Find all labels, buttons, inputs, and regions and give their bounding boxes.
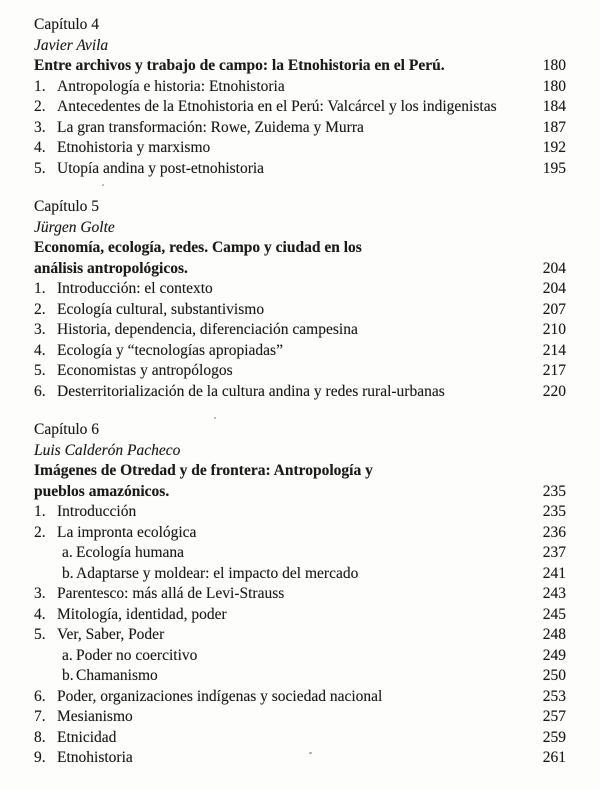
page-number: 220 [542, 382, 566, 400]
page-number: 257 [542, 708, 566, 725]
chapter-author: Jürgen Golte [34, 218, 115, 236]
page-number: 192 [542, 139, 566, 156]
entry-marker: a. [62, 544, 73, 561]
chapter-title-text: Economía, ecología, redes. Campo y ciudad en los [34, 239, 362, 256]
chapter-label: Capítulo 5 [34, 198, 100, 215]
page-number: 204 [542, 280, 566, 297]
page-number: 180 [542, 77, 566, 95]
entry-text: Historia, dependencia, diferenciación campesina [57, 321, 358, 338]
entry-marker: 6. [34, 687, 46, 705]
entry-text: Mitología, identidad, poder [57, 605, 227, 623]
entry-marker: 2. [34, 300, 46, 318]
chapter-label: Capítulo 6 [34, 421, 100, 438]
toc-entry [34, 502, 566, 523]
entry-text: Poder no coercitivo [76, 646, 198, 664]
chapter-title-text: pueblos amazónicos. [34, 482, 170, 500]
entry-text: Ver, Saber, Poder [57, 626, 165, 643]
entry-marker: 4. [34, 341, 46, 359]
page-number: 249 [542, 646, 566, 664]
entry-marker: 1. [34, 280, 46, 297]
entry-text: Etnicidad [57, 728, 117, 746]
page-number: 241 [542, 564, 566, 582]
scan-speck [102, 184, 104, 186]
scan-speck [214, 417, 216, 419]
entry-text: Desterritorialización de la cultura andina y redes rural-urbanas [57, 382, 445, 400]
entry-text: Parentesco: más allá de Levi-Strauss [57, 585, 285, 602]
page-number: 214 [542, 341, 566, 359]
entry-marker: a. [62, 646, 73, 664]
chapter-title-line [34, 56, 566, 77]
entry-marker: b. [62, 564, 74, 582]
page-number: 261 [542, 749, 566, 766]
toc-entry [34, 300, 566, 321]
toc-entry [34, 543, 566, 564]
page-number: 235 [542, 503, 566, 520]
scan-speck [309, 752, 312, 754]
toc-entry [34, 707, 566, 728]
entry-text: Utopía andina y post-etnohistoria [57, 159, 265, 177]
toc-entry [34, 97, 566, 118]
entry-text: Adaptarse y moldear: el impacto del mercado [76, 564, 359, 582]
entry-marker: b. [62, 667, 74, 684]
toc-entry [34, 523, 566, 544]
entry-marker: 1. [34, 77, 46, 95]
chapter-block [34, 197, 566, 402]
chapter-title-text: análisis antropológicos. [34, 259, 188, 277]
chapter-author: Javier Avila [34, 36, 109, 54]
page-number: 210 [542, 321, 566, 338]
chapter-block [34, 15, 566, 179]
toc-entry [34, 584, 566, 605]
entry-text: Etnohistoria y marxismo [57, 139, 211, 156]
entry-text: La gran transformación: Rowe, Zuidema y Murra [57, 118, 364, 136]
entry-text: Chamanismo [76, 667, 158, 684]
entry-text: Etnohistoria [57, 749, 133, 766]
toc-entry [34, 341, 566, 362]
entry-marker: 3. [34, 118, 46, 136]
toc-entry [34, 382, 566, 403]
entry-marker: 5. [34, 362, 46, 379]
toc-entry [34, 118, 566, 139]
toc-entry [34, 666, 566, 687]
page-number: 217 [542, 362, 566, 379]
toc-entry [34, 605, 566, 626]
chapter-title-text: Entre archivos y trabajo de campo: la Etnohistoria en el Perú. [34, 57, 445, 74]
entry-text: Antecedentes de la Etnohistoria en el Perú: Valcárcel y los indigenistas [57, 98, 497, 115]
page-number: 237 [542, 544, 566, 561]
entry-marker: 6. [34, 382, 46, 400]
chapter-title-line [34, 259, 566, 280]
page-number: 207 [542, 300, 566, 318]
entry-text: Ecología cultural, substantivismo [57, 300, 265, 318]
toc-entry [34, 728, 566, 749]
chapter-title-text: Imágenes de Otredad y de frontera: Antropología y [34, 462, 373, 479]
page-number: 250 [542, 667, 566, 684]
entry-marker: 5. [34, 159, 46, 177]
entry-text: Poder, organizaciones indígenas y sociedad nacional [57, 687, 383, 705]
entry-text: Introducción [57, 503, 137, 520]
toc-entry [34, 77, 566, 98]
page-number: 195 [542, 159, 566, 177]
page-number: 204 [542, 259, 566, 277]
chapter-title-line [34, 482, 566, 503]
entry-text: Ecología humana [76, 544, 185, 561]
chapter-title-line [34, 238, 566, 259]
entry-marker: 2. [34, 98, 46, 115]
entry-text: Mesianismo [57, 708, 133, 725]
page-number: 245 [542, 605, 566, 623]
toc-entry [34, 320, 566, 341]
page-number: 180 [542, 57, 566, 74]
toc-entry [34, 279, 566, 300]
toc-entry [34, 625, 566, 646]
chapter-title-line [34, 461, 566, 482]
entry-marker: 3. [34, 585, 46, 602]
entry-marker: 9. [34, 749, 46, 766]
entry-text: La impronta ecológica [57, 523, 197, 541]
toc-entry [34, 564, 566, 585]
entry-marker: 5. [34, 626, 46, 643]
toc-entry [34, 646, 566, 667]
page-number: 243 [542, 585, 566, 602]
entry-text: Introducción: el contexto [57, 280, 213, 297]
page-number: 184 [542, 98, 566, 115]
page-number: 187 [542, 118, 566, 136]
entry-marker: 1. [34, 503, 46, 520]
chapter-label: Capítulo 4 [34, 16, 100, 33]
page-number: 253 [542, 687, 566, 705]
page-number: 235 [542, 482, 566, 500]
entry-text: Ecología y “tecnologías apropiadas” [57, 341, 283, 359]
page-number: 259 [542, 728, 566, 746]
entry-marker: 4. [34, 139, 46, 156]
entry-marker: 3. [34, 321, 46, 338]
entry-text: Economistas y antropólogos [57, 362, 233, 379]
toc-entry [34, 361, 566, 382]
toc-entry [34, 748, 566, 769]
page-number: 248 [542, 626, 566, 643]
page-number: 236 [542, 523, 566, 541]
toc-entry [34, 159, 566, 180]
toc-entry [34, 138, 566, 159]
entry-marker: 2. [34, 523, 46, 541]
chapter-author: Luis Calderón Pacheco [34, 441, 181, 459]
entry-text: Antropología e historia: Etnohistoria [57, 77, 285, 95]
table-of-contents [34, 15, 566, 769]
entry-marker: 4. [34, 605, 46, 623]
entry-marker: 7. [34, 708, 46, 725]
chapter-block [34, 420, 566, 769]
entry-marker: 8. [34, 728, 46, 746]
toc-entry [34, 687, 566, 708]
